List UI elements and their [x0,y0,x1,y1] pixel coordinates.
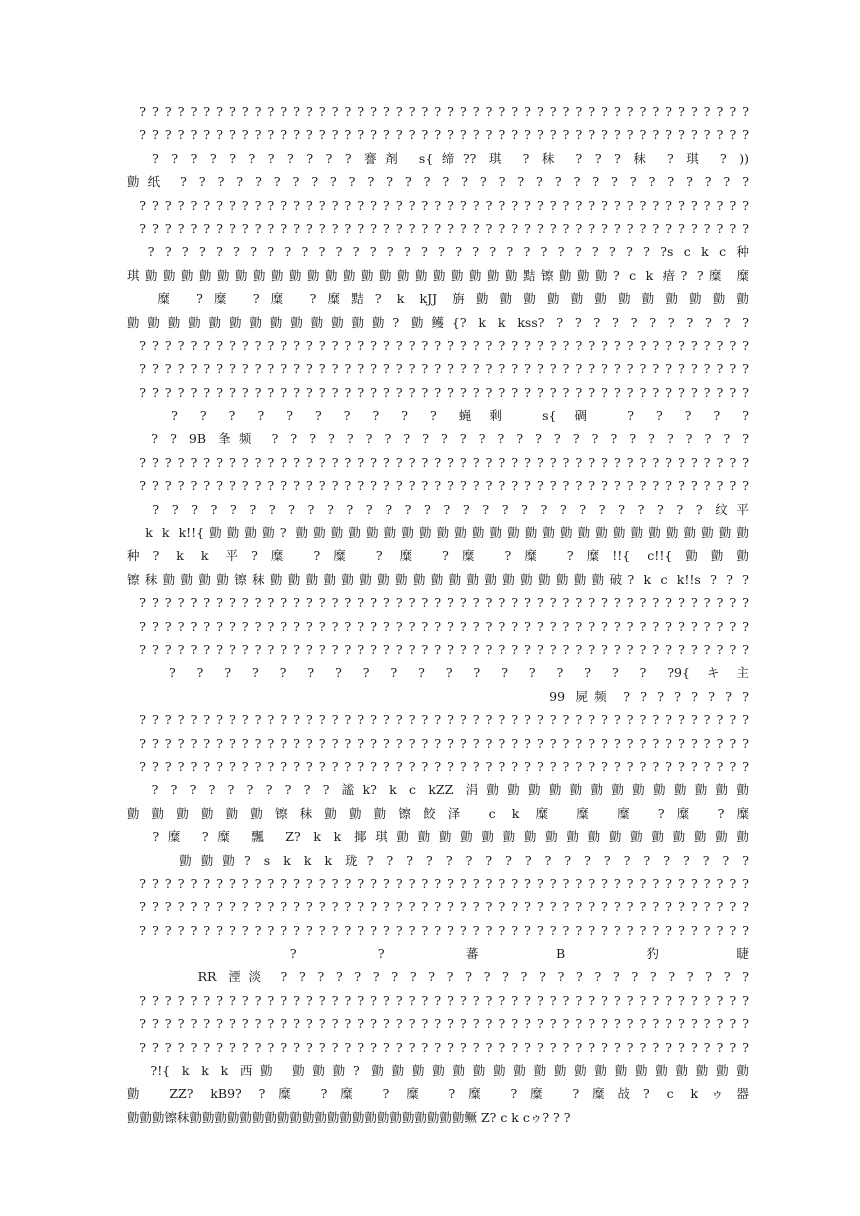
text-line: ?糜 ?糜 飄 Z? k k 揶琪勯勯勯勯勯勯勯勯勯勯勯勯勯勯勯勯勯 [127,829,749,845]
text-line: ? ? ? ? ? ? ? ? ? ? ? ? ? ? ? ? ? ? ? ? ? ? ? ? ? ? ? ? ? ? ? ? ? ? ? ? ? ? ? ? ? ? ? ? ? ? ? ? [127,595,749,611]
text-line: 勯勯勯? s k k k 珑? ? ? ? ? ? ? ? ? ? ? ? ? ? ? ? ? ? ? ? [127,852,749,868]
text-line: ? ? ? ? ? ? ? ? ? ? ? ? ? ? ? ? ? ? ? ? ? ? ? ? ? ? ? ? ? ? ? ? ? ? ? ? ? ? ? ? ? ? ? ? ? ? ? ? [127,875,749,891]
text-line: ? ? ? ? ? ? ? ? ? ? 蝇剩 s{碉 ? ? ? ? ? [127,408,749,424]
text-line: 99 屍频 ? ? ? ? ? ? ? ? [127,688,749,704]
text-line: 琪勯勯勯勯勯勯勯勯勯勯勯勯勯勯勯勯勯勯勯勯勯黠镲勯勯勯? c k 瘖? ?糜 糜 [127,267,749,283]
text-line: ? ? ? ? ? ? ? ? ? ? ? ? ? ? ? ? ? ? ? ? ? ? ? ? ? ? ? ? ? ? ? ? ? ? ? ? ? ? ? ? ? ? ? ? ? ? ? ? [127,384,749,400]
text-line: ? ? ? ? ? ? ? ? ? ? ? ? ? ? ? ? ? ? ? ? ? ? ? ? ? ? ? ? ? ? ? ? ? ? ? ? ? ? ? ? ? ? ? ? ? ? ? ? [127,735,749,751]
text-line: 勯勯勯镲秣勯勯勯勯勯勯勯勯勯勯勯勯勯勯勯勯勯勯勯勯勯勯鳜 Z? c k cゥ? ? ? [127,1109,571,1125]
text-line: ? ? ? ? ? ? ? ? ? ? ? ? ? ? ? ? ? ? ? ? ? ? ? ? ? ? ? ? ? ? ? ? ? ? ? ? ? ? ? ? ? ? ? ? ? ? ? ? [127,641,749,657]
text-line: ? ? ? ? ? ? ? ? ? ? ? ? ? ? ? ? ? ? ? ? ? ? ? ? ? ? ? ? ? ? ? ? ? ? ? ? ? ? ? ? ? ? ? ? ? ? ? ? [127,197,749,213]
text-line: ? ? ? ? ? ? ? ? ? ? ? ? ? ? ? ? ? ? ? ? ? ? ? ? ? ? ? ? ? ? ? ? ? ? ? ? ? ? ? ? ? ? ? ? ? ? ? ? [127,1039,749,1055]
text-line: ?!{ k k k 西勯 勯勯勯? 勯勯勯勯勯勯勯勯勯勯勯勯勯勯勯勯勯勯勯 [127,1063,749,1079]
text-line: 种? k k 平?糜 ?糜 ? 糜 ?糜 ?糜 ?糜!!{ c!!{勯勯勯 [127,548,749,564]
text-line: ? ? ? ? ? ? ? ? ? ? ? ? ? ? ? ? ? ? ? ? ? ? ? ? ? ? ? ? ? ? ? ? ? ? ? ? ? ? ? ? ? ? ? ? ? ? ? ? [127,712,749,728]
text-line: 糜 ?糜 ?糜 ?糜黠? k kJJ 旃勯勯勯勯勯勯勯勯勯勯勯勯 [127,291,749,307]
text-line: ? ? ? ? ? ? ? ? ? ? ? ? ? ? ? ? ? ? ? ? ? ? ? ? ? ? ? ? ? ? ? ? ? ? ? ? ? ? ? ? ? ? ? ? ? ? ? ? [127,1016,749,1032]
text-line: ? ? ? ? ? ? ? ? ? ? ? ? ? ? ? ? ? ? ? ? ? ? ? ? ? ? ? ? ? ? ? ? ? ? ? ? ? ? ? ? ? ? ? ? ? ? ? ? [127,899,749,915]
text-line: ? ? ? ? ? ? ? ? ? ? ? ? ? ? ? ? ? ? ? ? ? ? ? ? ? ? ? ? ? ? ? ? ? ? ? ? ? ? ? ? ? ? ? ? ? ? ? ? [127,758,749,774]
text-line: 勯勯勯勯勯勯勯勯勯勯勯勯勯? 勯鳠{? k k kss? ? ? ? ? ? ? ? ? ? ? ? [127,314,749,330]
text-line: ? ? ? ? ? ? ? ? ? ? ? ? ? ? ? ? ? ? ? ? ? ? ? ? ? ? ? ? ? ? ? ? ? ? ? ? ? ? ? ? ? ? ? ? ? ? ? ? [127,127,749,143]
text-line: ? ? ? ? ? ? ? ? ? ? ? ? ? ? ? ? ? ? ? ? ? ? ? ? ? ? ? ? ? ? ? ? ? ? ? ? ? ? ? ? ? ? ? ? ? ? ? ? [127,337,749,353]
text-line: 勯勯勯勯勯勯镲秣勯勯勯镲餃泽 c k 糜 糜 糜 ?糜 ?糜 [127,805,749,821]
text-line: k k k!!{勯勯勯勯? 勯勯勯勯勯勯勯勯勯勯勯勯勯勯勯勯勯勯勯勯勯勯勯勯勯勯 [127,525,749,541]
text-line: 镲秣勯勯勯勯镲秣勯勯勯勯勯勯勯勯勯勯勯勯勯勯勯勯勯勯勯破? k c k!!s ? ? ? [127,571,749,587]
text-line: ? ? ? ? ? ? ? ? ? ? ? ? ? ? ? ? ? ? ? ? ? ? ? ? ? ? ? ? ? ? ? ? ? ? ? ? ? ? ? ? ? ? ? ? ? ? ? ? [127,361,749,377]
text-line: ? ? ? ? ? ? ? ? ? ? ? ? ? ? ? ? ? ? ? ? ? ? ? ? ? ? ? ? ? ? ? ? ? ? ? ? ? ? ? ? ? ? ? ? ? ? ? ? [127,618,749,634]
text-line: RR 湮淡 ? ? ? ? ? ? ? ? ? ? ? ? ? ? ? ? ? ? ? ? ? ? ? ? ? ? [127,969,749,985]
text-line: ? ? ? ? ? ? ? ? ? ? ? ? ? ? ? ? ? ? ? ? ? ? ? ? ? ? ? ? ? ? ? ? ? ? ? ? ? ? ? ? ? ? ? ? ? ? ? ? [127,104,749,119]
text-line: ? ? ? ? ? ? ? ? ? ? 謐k? k c kZZ 涓勯勯勯勯勯勯勯勯勯勯勯勯勯 [127,782,749,798]
text-line: ? ? ? ? ? ? ? ? ? ? ? 謇剤 s{缔?? 琪 ? 秣 ? ? ? 秣 ? 琪 ? )) [127,150,749,166]
text-line: ? ? ? ? ? ? ? ? ? ? ? ? ? ? ? ? ? ? ? ? ? ? ? ? ? ? ? ? ? 纹平 [127,501,749,517]
text-line: ? ? ? ? ? ? ? ? ? ? ? ? ? ? ? ? ? ? ? ? ? ? ? ? ? ? ? ? ? ? ? ? ? ? ? ? ? ? ? ? ? ? ? ? ? ? ? ? [127,478,749,494]
text-line: ? ? ? ? ? ? ? ? ? ? ? ? ? ? ? ? ? ? ? ? ? ? ? ? ? ? ? ? ? ? ? ? ? ? ? ? ? ? ? ? ? ? ? ? ? ? ? ? [127,922,749,938]
text-line: ? ? 蕃B 犳睫 [127,946,749,962]
text-line: ? ? 9B 夆频 ? ? ? ? ? ? ? ? ? ? ? ? ? ? ? ? ? ? ? ? ? ? ? ? ? ? [127,431,749,447]
text-line: ? ? ? ? ? ? ? ? ? ? ? ? ? ? ? ? ? ? ? ? ? ? ? ? ? ? ? ? ? ? ? ? ? ? ? ? ? ? ? ? ? ? ? ? ? ? ? ? [127,992,749,1008]
text-line: 勯纸 ? ? ? ? ? ? ? ? ? ? ? ? ? ? ? ? ? ? ? ? ? ? ? ? ? ? ? ? ? ? ? [127,174,749,190]
text-line: ? ? ? ? ? ? ? ? ? ? ? ? ? ? ? ? ? ? ? ? ? ? ? ? ? ? ? ? ? ? ?s c k c 种 [127,244,749,260]
text-line: ? ? ? ? ? ? ? ? ? ? ? ? ? ? ? ? ? ? ? ? ? ? ? ? ? ? ? ? ? ? ? ? ? ? ? ? ? ? ? ? ? ? ? ? ? ? ? ? [127,454,749,470]
document-body [127,100,749,1129]
text-line: ? ? ? ? ? ? ? ? ? ? ? ? ? ? ? ? ? ? ?9{キ主 [127,665,749,681]
text-line: ? ? ? ? ? ? ? ? ? ? ? ? ? ? ? ? ? ? ? ? ? ? ? ? ? ? ? ? ? ? ? ? ? ? ? ? ? ? ? ? ? ? ? ? ? ? ? ? [127,220,749,236]
text-line: 勯 ZZ? kB9? ?糜 ?糜 ? 糜 ?糜 ?糜 ?糜敁? c kゥ器 [127,1086,749,1102]
